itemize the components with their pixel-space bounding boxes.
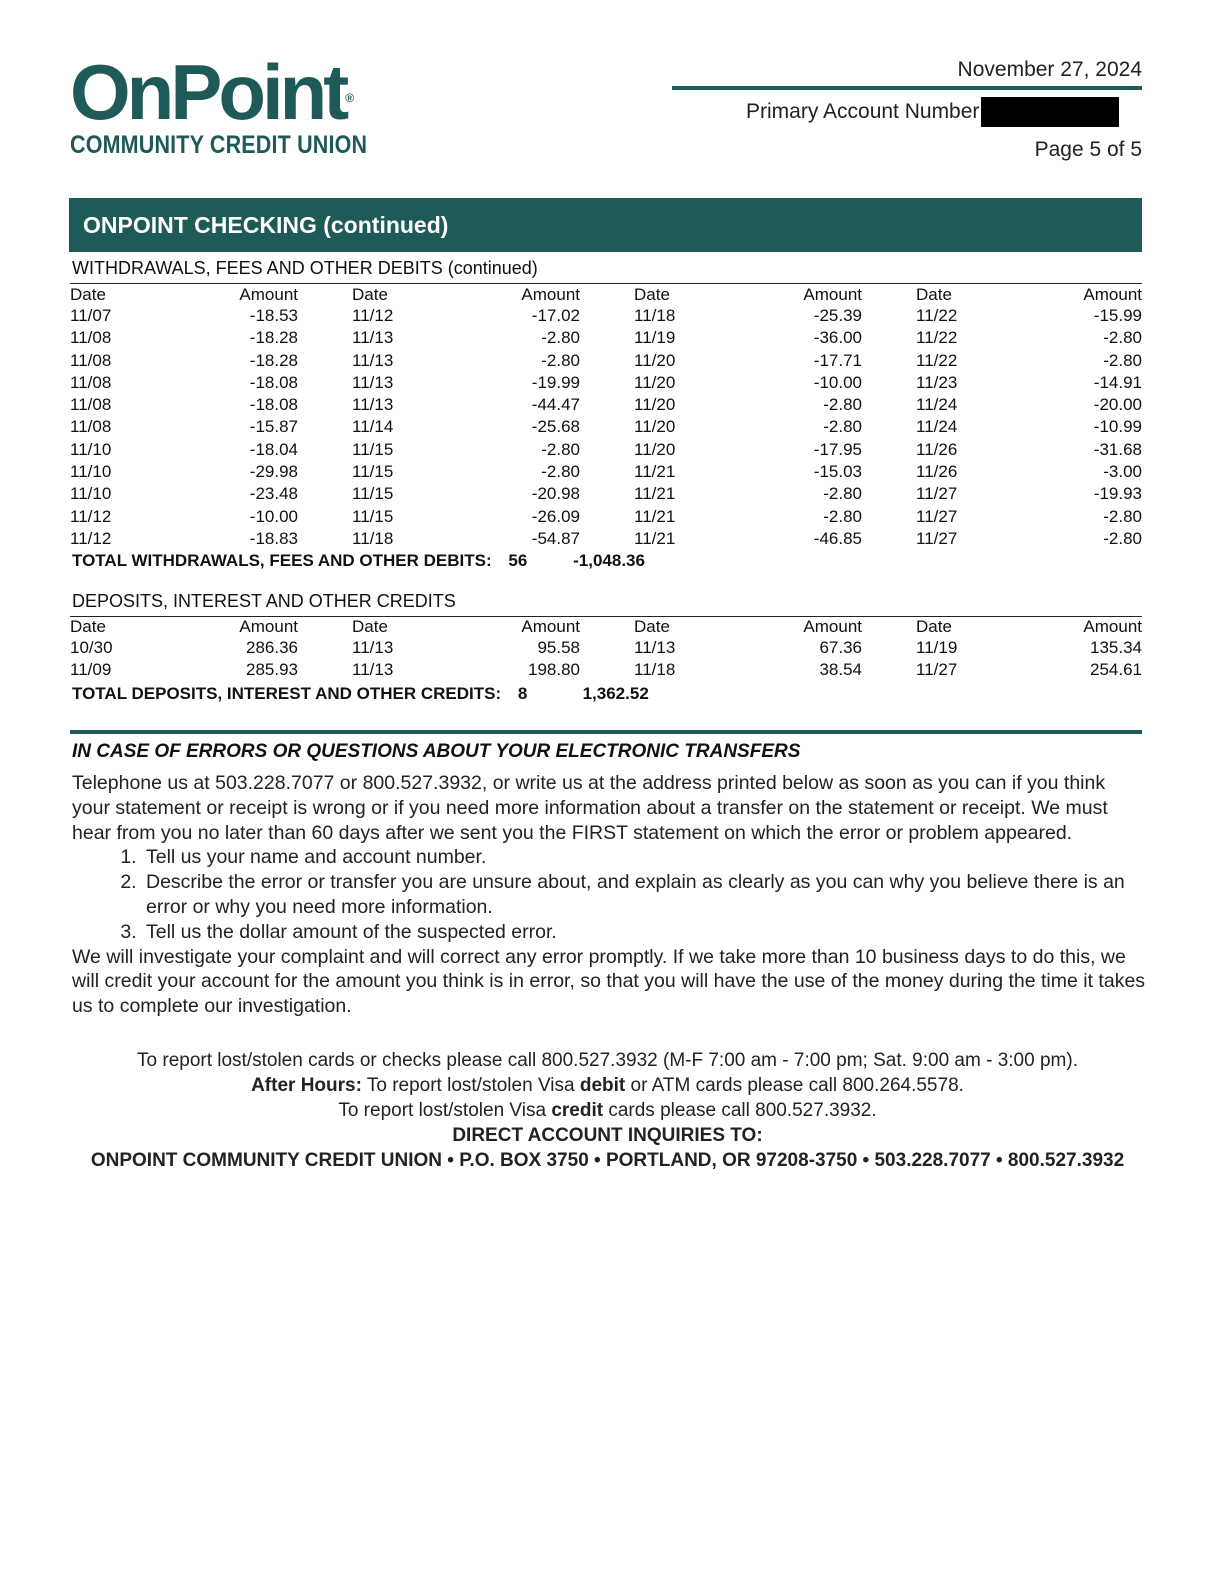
transaction-date: 11/18 xyxy=(634,660,676,680)
transaction-amount: 38.54 xyxy=(819,660,862,680)
table-row xyxy=(70,637,1142,659)
transaction-amount: 254.61 xyxy=(1090,660,1142,680)
transaction-amount: -18.08 xyxy=(249,372,298,392)
transaction-date: 11/12 xyxy=(70,528,112,548)
column-header-amount: Amount xyxy=(803,285,862,304)
transaction-date: 11/21 xyxy=(634,506,676,526)
footer-inquiries-heading: DIRECT ACCOUNT INQUIRIES TO: xyxy=(452,1125,763,1146)
column-header-date: Date xyxy=(916,617,952,636)
transaction-date: 11/20 xyxy=(634,395,676,415)
primary-account-number xyxy=(746,97,1119,127)
transaction-date: 11/27 xyxy=(916,528,958,548)
transaction-date: 11/13 xyxy=(352,638,394,657)
transaction-amount: -18.28 xyxy=(249,328,298,348)
column-header-date: Date xyxy=(634,617,670,636)
table-row xyxy=(70,305,1142,327)
withdrawals-title: WITHDRAWALS, FEES AND OTHER DEBITS (continued) xyxy=(72,258,538,278)
transaction-date: 11/26 xyxy=(916,462,958,482)
transaction-amount: -18.28 xyxy=(249,350,298,370)
notice-step: 2. Describe the error or transfer you are unsure about, and explain as clearly as you can why you believe there is an error or why you need more information. xyxy=(142,870,1147,920)
withdrawals-rows xyxy=(70,305,1142,550)
transaction-amount: -10.00 xyxy=(249,506,298,526)
transaction-amount: 198.80 xyxy=(528,660,580,680)
transaction-date: 11/15 xyxy=(352,439,394,459)
column-header-amount: Amount xyxy=(803,617,862,636)
transaction-amount: -23.48 xyxy=(249,484,298,504)
transaction-date: 11/19 xyxy=(916,638,958,657)
transaction-date: 11/08 xyxy=(70,417,112,437)
transaction-date: 11/15 xyxy=(352,462,394,482)
transaction-amount: -46.85 xyxy=(813,528,862,548)
transaction-date: 11/18 xyxy=(634,306,676,325)
transaction-amount: 135.34 xyxy=(1090,638,1142,657)
transaction-amount: -10.99 xyxy=(1093,417,1142,437)
notice-body xyxy=(72,771,1147,1019)
transaction-amount: -54.87 xyxy=(531,528,580,548)
transaction-date: 11/24 xyxy=(916,417,958,437)
transaction-amount: 285.93 xyxy=(246,660,298,680)
footer-credit-cards-line: To report lost/stolen Visa credit cards please call 800.527.3932. xyxy=(338,1100,877,1121)
table-row xyxy=(70,416,1142,438)
column-header-amount: Amount xyxy=(239,285,298,304)
table-row xyxy=(70,461,1142,483)
transaction-date: 11/21 xyxy=(634,462,676,482)
transaction-date: 11/13 xyxy=(634,638,676,657)
transaction-amount: 286.36 xyxy=(246,638,298,657)
transaction-date: 11/20 xyxy=(634,439,676,459)
logo-wordmark: OnPoint® xyxy=(70,48,355,136)
withdrawals-divider xyxy=(70,283,1142,284)
withdrawals-total-count: 56 xyxy=(508,551,528,570)
deposits-total xyxy=(72,684,649,704)
transaction-amount: 67.36 xyxy=(819,638,862,657)
transaction-date: 11/13 xyxy=(352,328,394,348)
transaction-amount: -15.99 xyxy=(1093,306,1142,325)
column-header-date: Date xyxy=(352,617,388,636)
column-header-date: Date xyxy=(70,617,106,636)
deposits-total-amount: 1,362.52 xyxy=(582,684,649,703)
notice-closing: We will investigate your complaint and will correct any error promptly. If we take more than 10 business days to do this, we will credit your account for the amount you think is in error, so that you will have the use of the money during the time it takes us to complete our investigation. xyxy=(72,945,1146,1018)
transaction-amount: -20.98 xyxy=(531,484,580,504)
onpoint-logo xyxy=(70,48,416,160)
table-row xyxy=(70,327,1142,349)
transaction-amount: -18.04 xyxy=(249,439,298,459)
transaction-amount: -2.80 xyxy=(541,439,580,459)
transaction-amount: -2.80 xyxy=(1103,350,1142,370)
transaction-date: 11/13 xyxy=(352,660,394,680)
deposits-total-label: TOTAL DEPOSITS, INTEREST AND OTHER CREDITS: xyxy=(72,684,502,703)
notice-divider xyxy=(70,730,1142,734)
transaction-amount: -3.00 xyxy=(1103,462,1142,482)
transaction-date: 11/26 xyxy=(916,439,958,459)
withdrawals-total xyxy=(72,551,645,571)
transaction-date: 11/22 xyxy=(916,306,958,325)
table-header-row xyxy=(70,285,1142,305)
notice-intro: Telephone us at 503.228.7077 or 800.527.3932, or write us at the address printed below as soon as you can if you think your statement or receipt is wrong or if you need more information about a transfer on the statement or receipt. We must hear from you no later than 60 days after we sent you the FIRST statement on which the error or problem appeared. xyxy=(72,772,1108,844)
notice-title: IN CASE OF ERRORS OR QUESTIONS ABOUT YOUR ELECTRONIC TRANSFERS xyxy=(72,741,801,762)
transaction-date: 11/13 xyxy=(352,372,394,392)
transaction-amount: -25.68 xyxy=(531,417,580,437)
transaction-date: 11/27 xyxy=(916,660,958,680)
transaction-date: 11/08 xyxy=(70,372,112,392)
table-row xyxy=(70,528,1142,550)
transaction-amount: -2.80 xyxy=(541,350,580,370)
footer-address-line: ONPOINT COMMUNITY CREDIT UNION • P.O. BOX 3750 • PORTLAND, OR 97208-3750 • 503.228.7077 • 800.527.3932 xyxy=(90,1150,1125,1171)
transaction-amount: -2.80 xyxy=(823,506,862,526)
transaction-amount: -31.68 xyxy=(1093,439,1142,459)
transaction-amount: -19.99 xyxy=(531,372,580,392)
transaction-amount: -15.87 xyxy=(249,417,298,437)
transaction-date: 11/20 xyxy=(634,417,676,437)
transaction-date: 11/07 xyxy=(70,306,112,325)
transaction-date: 11/13 xyxy=(352,395,394,415)
transaction-amount: -2.80 xyxy=(1103,328,1142,348)
transaction-amount: -20.00 xyxy=(1093,395,1142,415)
footer-lost-cards-line: To report lost/stolen cards or checks please call 800.527.3932 (M-F 7:00 am - 7:00 pm; Sat. 9:00 am - 3:00 pm). xyxy=(137,1050,1078,1071)
section-banner-title: ONPOINT CHECKING (continued) xyxy=(83,211,449,238)
notice-step: 1. Tell us your name and account number. xyxy=(142,845,1147,870)
transaction-amount: -18.83 xyxy=(249,528,298,548)
transaction-date: 11/18 xyxy=(352,528,394,548)
transaction-amount: -44.47 xyxy=(531,395,580,415)
transaction-amount: -2.80 xyxy=(823,395,862,415)
transaction-date: 11/08 xyxy=(70,328,112,348)
transaction-date: 11/20 xyxy=(634,350,676,370)
transaction-amount: -25.39 xyxy=(813,306,862,325)
transaction-amount: -17.02 xyxy=(531,306,580,325)
transaction-amount: -26.09 xyxy=(531,506,580,526)
transaction-date: 11/20 xyxy=(634,372,676,392)
column-header-date: Date xyxy=(70,285,106,304)
transaction-date: 11/09 xyxy=(70,660,112,680)
withdrawals-total-label: TOTAL WITHDRAWALS, FEES AND OTHER DEBITS: xyxy=(72,551,492,570)
transaction-amount: -18.08 xyxy=(249,395,298,415)
transaction-date: 11/08 xyxy=(70,395,112,415)
transaction-amount: -10.00 xyxy=(813,372,862,392)
table-row xyxy=(70,350,1142,372)
table-row xyxy=(70,506,1142,528)
transaction-date: 11/12 xyxy=(352,306,394,325)
transaction-date: 10/30 xyxy=(70,638,113,657)
deposits-table xyxy=(70,617,1142,682)
table-header-row xyxy=(70,617,1142,637)
transaction-amount: -15.03 xyxy=(813,462,862,482)
transaction-amount: -2.80 xyxy=(541,462,580,482)
transaction-date: 11/15 xyxy=(352,506,394,526)
withdrawals-total-amount: -1,048.36 xyxy=(573,551,645,570)
table-row xyxy=(70,394,1142,416)
transaction-amount: -2.80 xyxy=(823,417,862,437)
deposits-rows xyxy=(70,637,1142,682)
transaction-date: 11/14 xyxy=(352,417,394,437)
column-header-amount: Amount xyxy=(1083,617,1142,636)
column-header-amount: Amount xyxy=(521,285,580,304)
transaction-date: 11/27 xyxy=(916,506,958,526)
table-row xyxy=(70,659,1142,681)
transaction-date: 11/23 xyxy=(916,372,958,392)
notice-step: 3. Tell us the dollar amount of the suspected error. xyxy=(142,920,1147,945)
transaction-date: 11/22 xyxy=(916,328,958,348)
transaction-date: 11/10 xyxy=(70,439,112,459)
page-number: Page 5 of 5 xyxy=(1034,138,1142,161)
transaction-amount: -2.80 xyxy=(1103,528,1142,548)
column-header-amount: Amount xyxy=(1083,285,1142,304)
column-header-amount: Amount xyxy=(239,617,298,636)
transaction-amount: -2.80 xyxy=(1103,506,1142,526)
transaction-amount: -29.98 xyxy=(249,462,298,482)
redacted-account-number xyxy=(981,97,1119,127)
transaction-amount: -18.53 xyxy=(249,306,298,325)
transaction-amount: -19.93 xyxy=(1093,484,1142,504)
column-header-date: Date xyxy=(634,285,670,304)
table-row xyxy=(70,483,1142,505)
transaction-amount: -2.80 xyxy=(541,328,580,348)
transaction-date: 11/21 xyxy=(634,528,676,548)
column-header-date: Date xyxy=(916,285,952,304)
logo-subtitle: COMMUNITY CREDIT UNION xyxy=(70,131,368,159)
statement-date: November 27, 2024 xyxy=(957,58,1142,81)
transaction-amount: -17.95 xyxy=(813,439,862,459)
transaction-date: 11/21 xyxy=(634,484,676,504)
transaction-date: 11/19 xyxy=(634,328,676,348)
header-divider xyxy=(672,86,1142,90)
transaction-amount: -17.71 xyxy=(813,350,862,370)
section-banner xyxy=(69,198,1142,252)
transaction-date: 11/10 xyxy=(70,484,112,504)
transaction-date: 11/13 xyxy=(352,350,394,370)
withdrawals-table xyxy=(70,285,1142,550)
transaction-amount: -14.91 xyxy=(1093,372,1142,392)
table-row xyxy=(70,439,1142,461)
transaction-date: 11/15 xyxy=(352,484,394,504)
transaction-amount: -36.00 xyxy=(813,328,862,348)
deposits-title: DEPOSITS, INTEREST AND OTHER CREDITS xyxy=(72,591,456,611)
transaction-date: 11/22 xyxy=(916,350,958,370)
notice-steps xyxy=(72,845,1147,944)
transaction-date: 11/24 xyxy=(916,395,958,415)
transaction-date: 11/10 xyxy=(70,462,112,482)
transaction-amount: 95.58 xyxy=(537,638,580,657)
account-number-label: Primary Account Number xyxy=(746,100,980,123)
transaction-date: 11/08 xyxy=(70,350,112,370)
footer-after-hours-line: After Hours: To report lost/stolen Visa debit or ATM cards please call 800.264.5578. xyxy=(251,1075,964,1096)
table-row xyxy=(70,372,1142,394)
deposits-total-count: 8 xyxy=(517,684,528,703)
transaction-amount: -2.80 xyxy=(823,484,862,504)
column-header-amount: Amount xyxy=(521,617,580,636)
contact-footer xyxy=(60,1048,1155,1173)
transaction-date: 11/12 xyxy=(70,506,112,526)
transaction-date: 11/27 xyxy=(916,484,958,504)
column-header-date: Date xyxy=(352,285,388,304)
